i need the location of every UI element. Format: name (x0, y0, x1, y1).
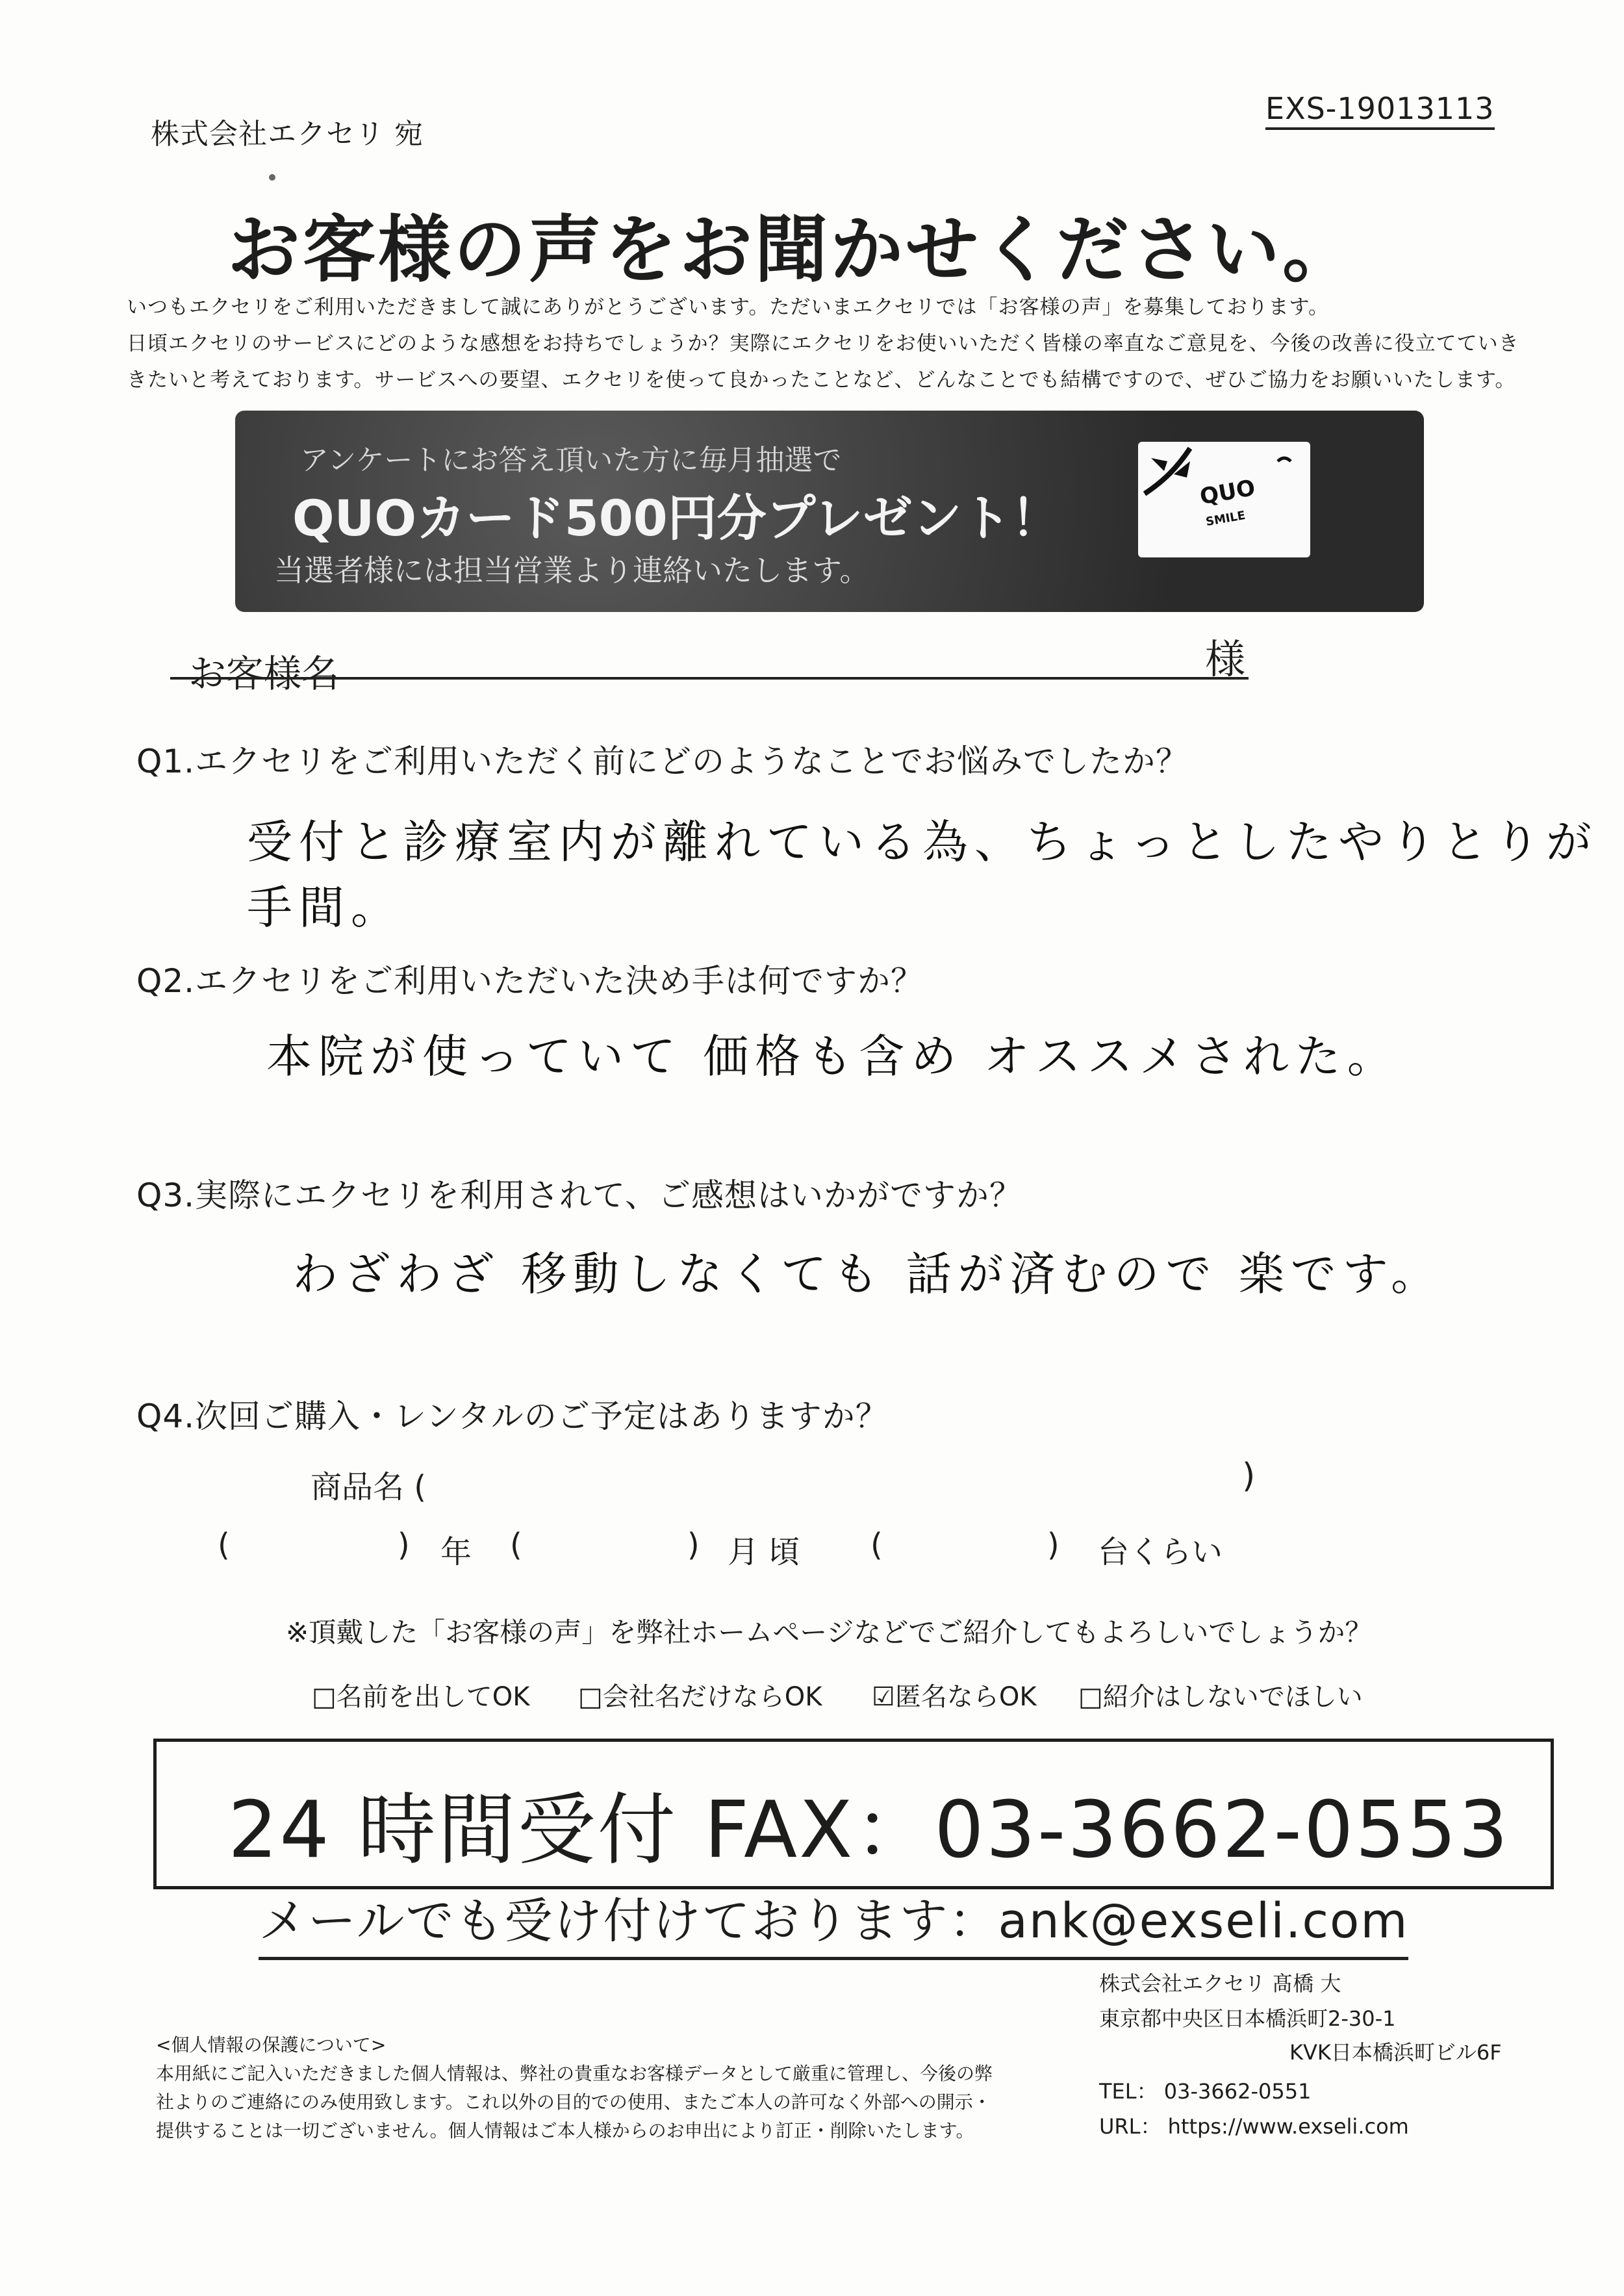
privacy-line: 本用紙にご記入いただきました個人情報は、弊社の貴重なお客様データとして厳重に管理し、今後の弊 (156, 2063, 993, 2084)
product-name-field[interactable] (448, 1494, 1228, 1501)
privacy-text (156, 2060, 993, 2145)
year-open: ( (218, 1527, 230, 1563)
permission-question: ※頂戴した「お客様の声」を弊社ホームページなどでご紹介してもよろしいでしょうか？ (286, 1616, 1373, 1648)
banner-line-2: QUOカード500円分プレゼント！ (292, 489, 1061, 547)
product-name-label: 商品名 ( (311, 1469, 426, 1505)
question-4: Q4.次回ご購入・レンタルのご予定はありますか？ (136, 1397, 889, 1435)
option-label: 会社名だけならOK (602, 1682, 822, 1712)
privacy-line: 社よりのご連絡にのみ使用致します。これ以外の目的での使用、またご本人の許可なく外部への開示・ (156, 2091, 991, 2113)
month-label: 月 頃 (728, 1534, 800, 1570)
honorific-sama: 様 (1205, 635, 1246, 683)
banner-line-3: 当選者様には担当営業より連絡いたします。 (274, 553, 870, 588)
intro-line: 日頃エクセリのサービスにどのような感想をお持ちでしょうか？実際にエクセリをお使いいただく皆様の率直なご意見を、今後の改善に役立てていき (127, 332, 1519, 355)
answer-1: 受付と診療室内が離れている為、ちょっとしたやりとりが手間。 (247, 815, 1598, 934)
option-label: 紹介はしないでほしい (1102, 1682, 1363, 1712)
privacy-heading: <個人情報の保護について> (156, 2034, 387, 2056)
answer-3: わざわざ 移動しなくても 話が済むので 楽です。 (292, 1247, 1443, 1301)
checkbox-icon[interactable]: □ (312, 1682, 336, 1712)
addressee: 株式会社エクセリ 宛 (151, 118, 424, 151)
fax-number: 24 時間受付 FAX：03-3662-0553 (228, 1785, 1510, 1876)
quo-logo: QUO (1198, 474, 1258, 511)
option-label: 名前を出してOK (336, 1682, 530, 1712)
month-close: ) (687, 1527, 700, 1563)
question-2: Q2.エクセリをご利用いただいた決め手は何ですか？ (136, 962, 924, 1000)
company-address-1: 東京都中央区日本橋浜町2-30-1 (1099, 2006, 1396, 2031)
company-tel: TEL： 03-3662-0551 (1099, 2079, 1312, 2104)
option-no-intro[interactable] (1078, 1676, 1363, 1713)
month-open: ( (510, 1527, 522, 1563)
fax-box (153, 1739, 1554, 1889)
intro-text (127, 289, 1543, 398)
option-anonymous[interactable] (872, 1676, 1037, 1713)
customer-name-field[interactable] (170, 677, 1249, 680)
banner-line-1: アンケートにお答え頂いた方に毎月抽選で (300, 444, 842, 477)
page-title: お客様の声をお聞かせください。 (227, 208, 1358, 292)
quo-card-banner (235, 411, 1424, 612)
checked-checkbox-icon[interactable]: ☑ (872, 1682, 895, 1712)
year-close: ) (398, 1527, 410, 1563)
answer-2: 本院が使っていて 価格も含め オススメされた。 (266, 1030, 1399, 1083)
mail-contact: メールでも受け付けております：ank@exseli.com (259, 1883, 1408, 1960)
question-3: Q3.実際にエクセリを利用されて、ご感想はいかがですか？ (136, 1177, 1023, 1214)
privacy-line: 提供することは一切ございません。個人情報はご本人様からのお申出により訂正・削除いたします。 (156, 2120, 974, 2141)
option-company-only[interactable] (578, 1676, 822, 1713)
intro-line: いつもエクセリをご利用いただきまして誠にありがとうございます。ただいまエクセリでは「お客様の声」を募集しております。 (127, 296, 1330, 319)
quo-smile-text: SMILE (1204, 508, 1247, 529)
units-label: 台くらい (1098, 1534, 1223, 1570)
customer-name-label: お客様名 (188, 652, 340, 696)
units-close: ) (1047, 1527, 1059, 1563)
quo-card-image (1138, 442, 1310, 557)
scan-speck (269, 174, 275, 181)
question-1: Q1.エクセリをご利用いただく前にどのようなことでお悩みでしたか？ (136, 743, 1189, 780)
document-id: EXS-19013113 (1265, 91, 1495, 130)
option-name-ok[interactable] (312, 1676, 530, 1713)
product-close-paren: ) (1242, 1457, 1256, 1496)
intro-line: きたいと考えております。サービスへの要望、エクセリを使って良かったことなど、どんなことでも結構ですので、ぜひご協力をお願いいたします。 (127, 368, 1516, 392)
company-name: 株式会社エクセリ 髙橋 大 (1099, 1971, 1341, 1996)
checkbox-icon[interactable]: □ (578, 1682, 603, 1712)
option-label: 匿名ならOK (894, 1682, 1037, 1712)
company-address-2: KVK日本橋浜町ビル6F (1289, 2040, 1502, 2065)
year-label: 年 (440, 1534, 472, 1570)
units-open: ( (870, 1527, 883, 1563)
checkbox-icon[interactable]: □ (1078, 1682, 1103, 1712)
company-url: URL： https://www.exseli.com (1099, 2114, 1409, 2139)
